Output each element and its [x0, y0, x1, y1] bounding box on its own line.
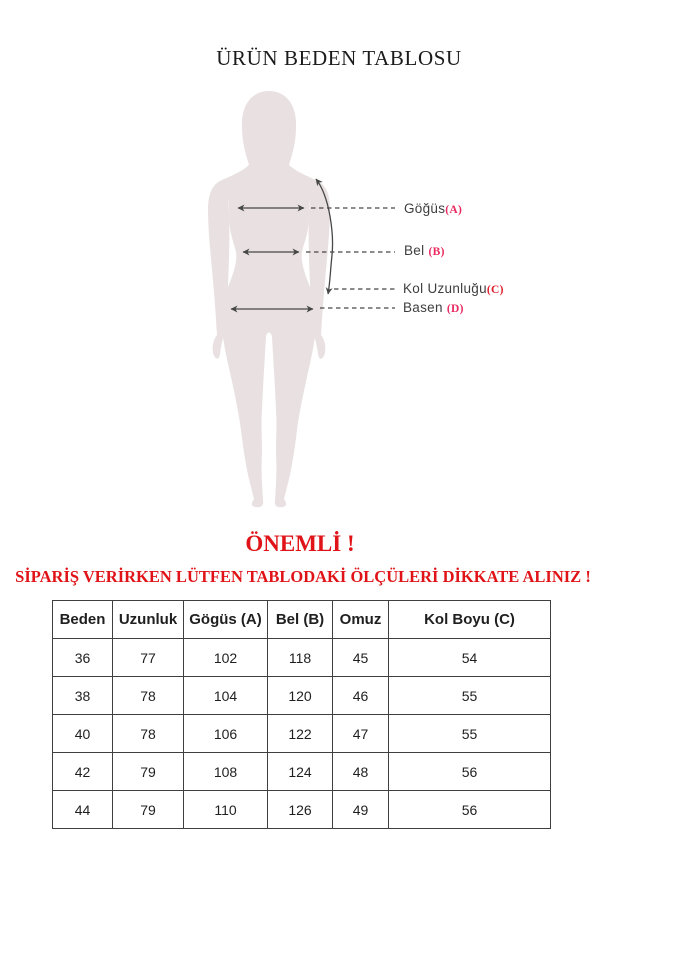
- table-cell: 122: [268, 715, 333, 753]
- label-chest-text: Göğüs: [404, 201, 446, 216]
- column-header: Kol Boyu (C): [389, 601, 551, 639]
- label-arm-length: [403, 281, 504, 296]
- page-title: ÜRÜN BEDEN TABLOSU: [216, 46, 462, 70]
- table-cell: 108: [184, 753, 268, 791]
- table-cell: 38: [53, 677, 113, 715]
- table-cell: 56: [389, 791, 551, 829]
- table-cell: 40: [53, 715, 113, 753]
- table-cell: 79: [113, 791, 184, 829]
- column-header: Uzunluk: [113, 601, 184, 639]
- table-cell: 49: [333, 791, 389, 829]
- table-cell: 124: [268, 753, 333, 791]
- table-row: [53, 677, 551, 715]
- table-cell: 44: [53, 791, 113, 829]
- column-header: Gögüs (A): [184, 601, 268, 639]
- table-cell: 110: [184, 791, 268, 829]
- table-cell: 55: [389, 715, 551, 753]
- table-cell: 48: [333, 753, 389, 791]
- important-heading: ÖNEMLİ !: [245, 531, 355, 556]
- table-cell: 120: [268, 677, 333, 715]
- table-cell: 102: [184, 639, 268, 677]
- table-cell: 56: [389, 753, 551, 791]
- column-header: Bel (B): [268, 601, 333, 639]
- column-header: Omuz: [333, 601, 389, 639]
- table-row: [53, 753, 551, 791]
- table-cell: 126: [268, 791, 333, 829]
- label-chest: [404, 201, 462, 216]
- table-cell: 106: [184, 715, 268, 753]
- table-cell: 118: [268, 639, 333, 677]
- label-hip-text: Basen: [403, 300, 443, 315]
- label-hip: [403, 300, 464, 315]
- table-cell: 79: [113, 753, 184, 791]
- table-cell: 54: [389, 639, 551, 677]
- label-waist: [404, 243, 445, 258]
- label-waist-letter: (B): [428, 246, 445, 258]
- warning-text: SİPARİŞ VERİRKEN LÜTFEN TABLODAKİ ÖLÇÜLERİ DİKKATE ALINIZ !: [15, 567, 591, 586]
- label-chest-letter: (A): [445, 204, 463, 216]
- table-cell: 36: [53, 639, 113, 677]
- size-table-body: [53, 639, 551, 829]
- table-cell: 42: [53, 753, 113, 791]
- female-silhouette: [208, 91, 330, 507]
- table-cell: 45: [333, 639, 389, 677]
- table-row: [53, 639, 551, 677]
- label-arm-length-letter: (C): [486, 284, 504, 296]
- table-cell: 78: [113, 715, 184, 753]
- label-waist-text: Bel: [404, 243, 425, 258]
- table-cell: 78: [113, 677, 184, 715]
- table-cell: 47: [333, 715, 389, 753]
- table-cell: 104: [184, 677, 268, 715]
- size-table-header: [53, 601, 551, 639]
- table-cell: 46: [333, 677, 389, 715]
- label-arm-length-text: Kol Uzunluğu: [403, 281, 487, 296]
- table-row: [53, 791, 551, 829]
- label-hip-letter: (D): [446, 303, 464, 315]
- table-row: [53, 715, 551, 753]
- table-cell: 77: [113, 639, 184, 677]
- column-header: Beden: [53, 601, 113, 639]
- table-cell: 55: [389, 677, 551, 715]
- size-table: [52, 600, 551, 829]
